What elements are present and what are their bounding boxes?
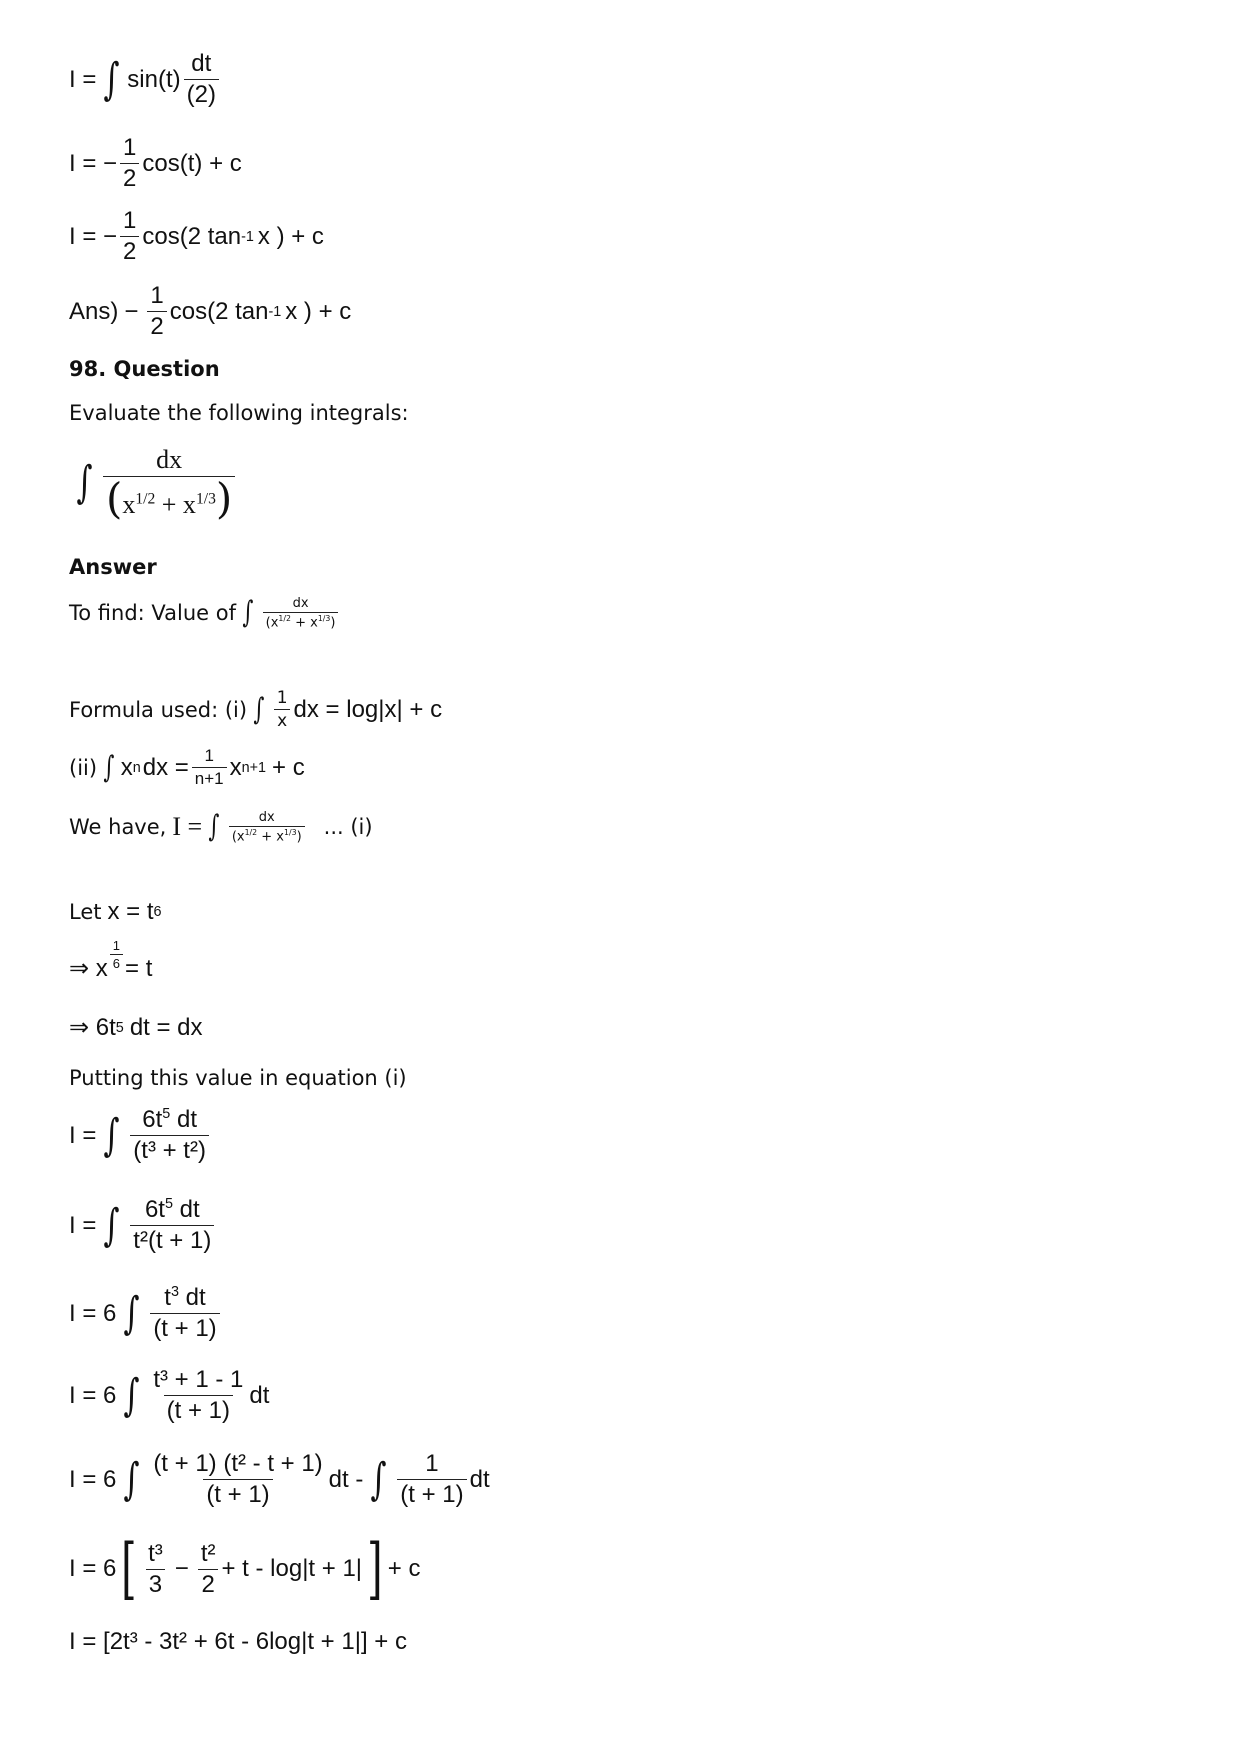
exponent: 5 — [115, 1019, 124, 1036]
to-find-label: To find: Value of — [69, 601, 236, 626]
putting-line: Putting this value in equation (i) — [69, 1066, 407, 1090]
question-heading: 98. Question — [69, 357, 220, 381]
fraction — [198, 1540, 219, 1599]
denominator: (t + 1) — [164, 1395, 233, 1425]
numerator: 1 — [425, 1450, 439, 1477]
numerator: 1 — [112, 938, 121, 953]
lhs: I = — [69, 1121, 97, 1149]
cos-term: cos(2 tan — [142, 222, 242, 250]
formula-line-2 — [69, 746, 305, 789]
bracket-rest: + t - log|t + 1| — [221, 1555, 363, 1582]
coef: 6t — [144, 1196, 165, 1223]
integral-sign-icon: ∫ — [123, 1369, 140, 1421]
fraction — [184, 50, 219, 109]
formula-line-1 — [69, 688, 442, 731]
cos-term: cos(2 tan — [169, 297, 269, 325]
numerator: dx — [258, 810, 275, 825]
fractional-exponent — [110, 938, 123, 971]
step-4 — [69, 1366, 269, 1425]
dt-minus: dt - — [328, 1465, 364, 1493]
step-1 — [69, 1106, 212, 1165]
lhs: I = 6 — [69, 1465, 117, 1493]
integral-sign-icon: ∫ — [242, 595, 254, 631]
numerator: t³ + 1 - 1 — [153, 1366, 244, 1393]
fraction — [150, 1284, 219, 1343]
integral-sign-icon: ∫ — [103, 53, 120, 105]
formula-rest: dx = log|x| + c — [293, 695, 443, 723]
fraction — [263, 596, 339, 630]
lhs: I = — [69, 65, 97, 93]
fraction — [120, 207, 139, 266]
let-line — [69, 898, 162, 926]
fraction — [150, 1450, 325, 1509]
constant: + c — [272, 753, 305, 781]
formula-label: Formula used: (i) — [69, 697, 248, 722]
q97-line2 — [69, 134, 242, 193]
numerator: 1 — [123, 207, 137, 234]
step-5 — [69, 1450, 490, 1509]
dt: dt — [185, 1284, 206, 1311]
exponent: n+1 — [241, 759, 267, 776]
fraction — [147, 282, 166, 341]
q97-line1 — [69, 50, 222, 109]
numerator — [142, 1196, 203, 1225]
inverse-exponent: -1 — [241, 228, 254, 245]
we-have-label: We have, — [69, 815, 167, 840]
coef: 6t — [142, 1106, 163, 1133]
constant: + c — [387, 1555, 421, 1582]
denominator: 6 — [110, 954, 123, 971]
denominator: t²(t + 1) — [130, 1225, 214, 1255]
integral-sign-icon: ∫ — [103, 749, 115, 785]
dt: dt — [249, 1381, 270, 1409]
bracket-close: ] — [367, 1530, 383, 1607]
denominator: (t³ + t²) — [130, 1135, 209, 1165]
lhs: I = — [69, 1211, 97, 1239]
step-7: I = [2t³ - 3t² + 6t - 6log|t + 1|] + c — [69, 1628, 407, 1655]
exponent: n — [132, 759, 141, 776]
to-find-line — [69, 596, 341, 630]
lhs: I = 6 — [69, 1555, 117, 1582]
lhs: I = 6 — [69, 1381, 117, 1409]
numerator: t³ — [148, 1539, 163, 1567]
numerator: 1 — [276, 688, 288, 708]
let-expression — [107, 898, 161, 926]
answer-heading: Answer — [69, 555, 157, 579]
let-expr: x = t — [107, 898, 154, 925]
formula-eq: dx = — [142, 753, 189, 781]
fraction — [274, 688, 291, 731]
exponent: 5 — [164, 1196, 173, 1212]
exponent: 1/3 — [195, 490, 216, 508]
fraction — [130, 1196, 214, 1255]
step-6 — [69, 1530, 421, 1607]
fraction — [397, 1450, 466, 1509]
denominator: 2 — [198, 1569, 217, 1599]
fraction — [145, 1540, 166, 1599]
denominator: (t + 1) — [150, 1313, 219, 1343]
numerator: dx — [292, 596, 309, 611]
denominator: 2 — [120, 236, 139, 266]
step-3 — [69, 1284, 223, 1343]
numerator — [139, 1106, 200, 1135]
base-x: x — [120, 753, 133, 781]
minus-sign: − — [124, 297, 139, 325]
numerator — [161, 1284, 208, 1313]
numerator: t² — [200, 1539, 216, 1567]
implies-x: ⇒ x — [69, 955, 108, 982]
formula-body — [121, 746, 305, 789]
let-label: Let — [69, 900, 102, 924]
step-2 — [69, 1196, 217, 1255]
q97-line3 — [69, 207, 324, 266]
denominator: 3 — [146, 1569, 165, 1599]
lhs: I = − — [69, 222, 118, 250]
denominator: $(x^{1/2} + x^{1/3})$ — [229, 826, 305, 844]
dt: dt — [179, 1196, 200, 1223]
fraction — [120, 134, 139, 193]
integral-sign-icon: ∫ — [123, 1287, 140, 1339]
lhs: I = — [172, 812, 203, 842]
lhs: I = − — [69, 149, 118, 177]
fraction — [150, 1366, 246, 1425]
numerator: dx — [156, 445, 183, 474]
numerator: (t + 1) (t² - t + 1) — [153, 1450, 323, 1477]
denominator: (2) — [184, 79, 219, 109]
bracket-open: [ — [121, 1530, 137, 1607]
exponent: 1/2 — [135, 490, 156, 508]
numerator: 1 — [150, 282, 164, 309]
integral-sign-icon: ∫ — [103, 1199, 120, 1251]
q97-answer — [69, 282, 351, 341]
numerator: 1 — [204, 746, 214, 765]
dt-equals-dx: dt = dx — [129, 1013, 203, 1041]
denominator: x — [274, 709, 290, 731]
plus-term: + x — [161, 490, 196, 519]
denominator — [103, 474, 235, 523]
fraction — [130, 1106, 209, 1165]
base-x: x — [122, 490, 136, 519]
exponent: 3 — [170, 1284, 179, 1300]
formula-label: (ii) — [69, 755, 98, 780]
dt: dt — [469, 1465, 490, 1493]
denominator: (t + 1) — [397, 1479, 466, 1509]
question-prompt: Evaluate the following integrals: — [69, 401, 409, 425]
denominator: 2 — [120, 163, 139, 193]
paren-close: ) — [215, 474, 233, 523]
step-x-root — [69, 938, 153, 985]
fraction — [229, 810, 305, 844]
integral-sign-icon: ∫ — [103, 1109, 120, 1161]
equation-tag: ... (i) — [323, 815, 373, 840]
integral-sign-icon: ∫ — [123, 1453, 140, 1505]
denominator: 2 — [147, 311, 166, 341]
lhs: I = 6 — [69, 1299, 117, 1327]
answer-label: Ans) — [69, 297, 119, 325]
sin-term: sin(t) — [127, 65, 181, 93]
denominator: (t + 1) — [203, 1479, 272, 1509]
we-have-line — [69, 810, 373, 844]
minus-sign: − — [174, 1555, 189, 1582]
dt: dt — [176, 1106, 197, 1133]
integral-sign-icon: ∫ — [76, 456, 93, 508]
exponent: 5 — [162, 1106, 171, 1122]
equals-t: = t — [125, 954, 153, 982]
cos-term-tail: x ) + c — [285, 297, 352, 325]
numerator: dt — [191, 50, 212, 77]
denominator: $(x^{1/2} + x^{1/3})$ — [263, 612, 339, 630]
denominator: n+1 — [192, 767, 227, 789]
numerator: 1 — [123, 134, 137, 161]
inverse-exponent: -1 — [268, 303, 282, 320]
cos-term-tail: x ) + c — [257, 222, 324, 250]
fraction — [192, 746, 227, 789]
exponent: 6 — [153, 904, 162, 920]
integral-sign-icon: ∫ — [370, 1453, 387, 1505]
base-t: t — [164, 1284, 171, 1311]
fraction — [103, 445, 235, 523]
integral-sign-icon: ∫ — [208, 809, 220, 845]
paren-open: ( — [105, 474, 123, 523]
base-x: x — [229, 753, 242, 781]
implies-6t: ⇒ 6t — [69, 1014, 116, 1041]
cos-term: cos(t) + c — [142, 149, 242, 177]
step-dx — [69, 1013, 203, 1042]
question-integral — [69, 445, 238, 523]
integral-sign-icon: ∫ — [253, 691, 265, 727]
